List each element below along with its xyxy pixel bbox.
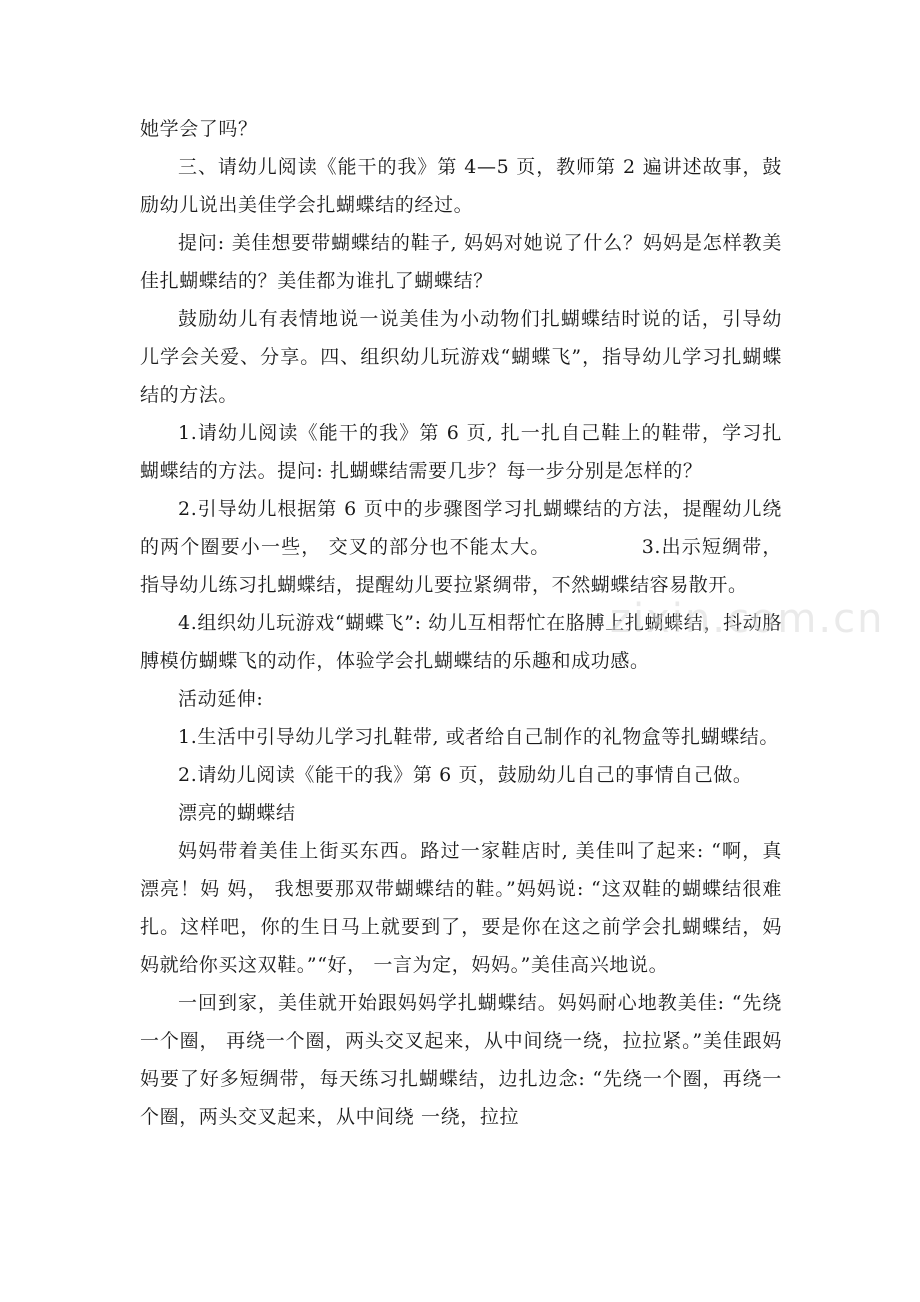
paragraph-1: 她学会了吗？ xyxy=(140,118,258,140)
paragraph-2: 三、请幼儿阅读《能干的我》第 4—5 页，教师第 2 遍讲述故事，鼓励幼儿说出美佳学会扎蝴蝶结的经过。 xyxy=(140,156,782,216)
watermark: zixin.com.cn xyxy=(610,596,885,642)
document-body xyxy=(140,110,782,1136)
paragraph-5: 1.请幼儿阅读《能干的我》第 6 页, 扎一扎自己鞋上的鞋带，学习扎蝴蝶结的方法。提问: 扎蝴蝶结需要几步？每一步分别是怎样的？ xyxy=(140,422,782,482)
paragraph-6: 2.引导幼儿根据第 6 页中的步骤图学习扎蝴蝶结的方法，提醒幼儿绕的两个圈要小一些， 交叉的部分也不能太大。 3.出示短绸带，指导幼儿练习扎蝴蝶结，提醒幼儿要拉紧绸带，不然蝴蝶结容易散开。 xyxy=(140,498,782,596)
story-paragraph-2: 一回到家，美佳就开始跟妈妈学扎蝴蝶结。妈妈耐心地教美佳: “先绕一个圈， 再绕一个圈，两头交叉起来，从中间绕一绕，拉拉紧。”美佳跟妈妈要了好多短绸带，每天练习扎蝴蝶结，边扎边念: “先绕一个圈，再绕一个圈，两头交叉起来，从中间绕 一绕，拉拉 xyxy=(140,992,782,1128)
paragraph-7: 4.组织幼儿玩游戏“蝴蝶飞”: 幼儿互相帮忙在胳膊上扎蝴蝶结，抖动胳膊模仿蝴蝶飞的动作，体验学会扎蝴蝶结的乐趣和成功感。 xyxy=(140,612,782,672)
section-heading-extension: 活动延伸: xyxy=(178,688,264,710)
story-paragraph-1: 妈妈带着美佳上街买东西。路过一家鞋店时, 美佳叫了起来: “啊，真漂亮！妈 妈， 我想要那双带蝴蝶结的鞋。”妈妈说: “这双鞋的蝴蝶结很难扎。这样吧，你的生日马上就要到了，要是你在这之前学会扎蝴蝶结，妈妈就给你买这双鞋。”“好， 一言为定，妈妈。”美佳高兴地说。 xyxy=(140,840,782,976)
story-title: 漂亮的蝴蝶结 xyxy=(178,802,296,824)
paragraph-9: 2.请幼儿阅读《能干的我》第 6 页，鼓励幼儿自己的事情自己做。 xyxy=(178,764,753,786)
paragraph-4: 鼓励幼儿有表情地说一说美佳为小动物们扎蝴蝶结时说的话，引导幼儿学会关爱、分享。四、组织幼儿玩游戏“蝴蝶飞”，指导幼儿学习扎蝴蝶结的方法。 xyxy=(140,308,782,406)
paragraph-8: 1.生活中引导幼儿学习扎鞋带, 或者给自己制作的礼物盒等扎蝴蝶结。 xyxy=(178,726,780,748)
paragraph-3: 提问: 美佳想要带蝴蝶结的鞋子, 妈妈对她说了什么？妈妈是怎样教美佳扎蝴蝶结的？美佳都为谁扎了蝴蝶结？ xyxy=(140,232,782,292)
